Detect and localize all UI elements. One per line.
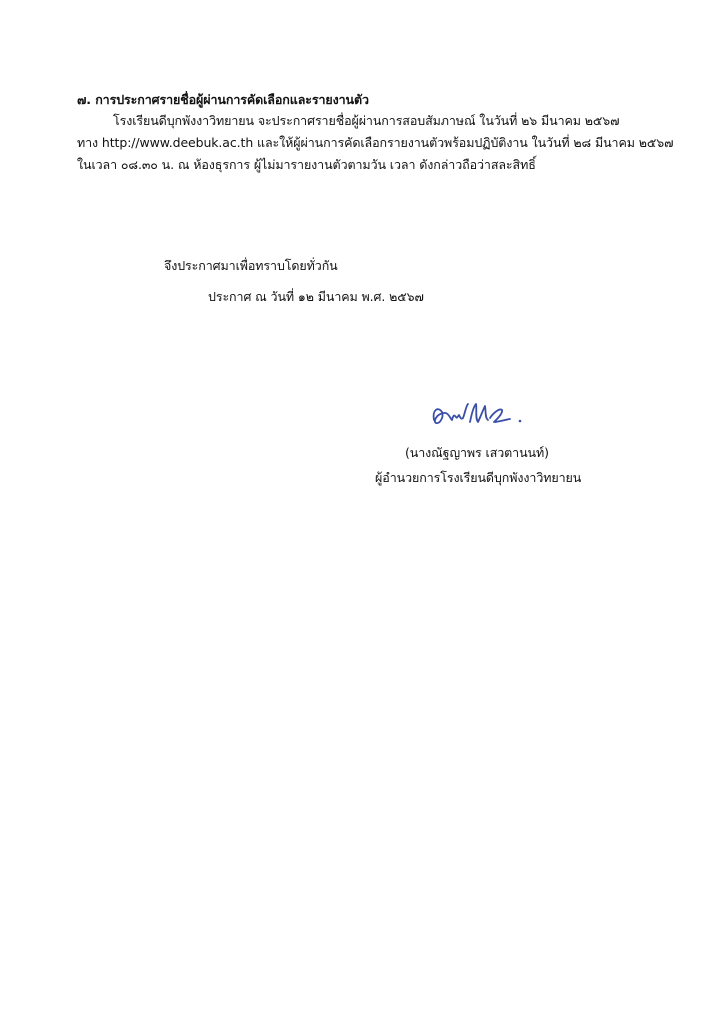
closing-statement: จึงประกาศมาเพื่อทราบโดยทั่วกัน: [164, 258, 338, 273]
section-heading: ๗. การประกาศรายชื่อผู้ผ่านการคัดเลือกและรายงานตัว: [77, 92, 369, 107]
paragraph-line-2: ทาง http://www.deebuk.ac.th และให้ผู้ผ่านการคัดเลือกรายงานตัวพร้อมปฏิบัติงาน ในวันที่ ๒๘ มีนาคม ๒๕๖๗: [77, 135, 674, 150]
announcement-date: ประกาศ ณ วันที่ ๑๒ มีนาคม พ.ศ. ๒๕๖๗: [208, 289, 424, 304]
signatory-name: (นางณัฐญาพร เสวตานนท์): [405, 445, 549, 460]
signatory-position: ผู้อำนวยการโรงเรียนดีบุกพังงาวิทยายน: [375, 470, 582, 485]
handwritten-signature: [428, 398, 538, 432]
paragraph-line-3: ในเวลา ๐๘.๓๐ น. ณ ห้องธุรการ ผู้ไม่มารายงานตัวตามวัน เวลา ดังกล่าวถือว่าสละสิทธิ์: [77, 157, 536, 172]
paragraph-line-1: โรงเรียนดีบุกพังงาวิทยายน จะประกาศรายชื่อผู้ผ่านการสอบสัมภาษณ์ ในวันที่ ๒๖ มีนาคม ๒๕๖๗: [113, 113, 620, 128]
